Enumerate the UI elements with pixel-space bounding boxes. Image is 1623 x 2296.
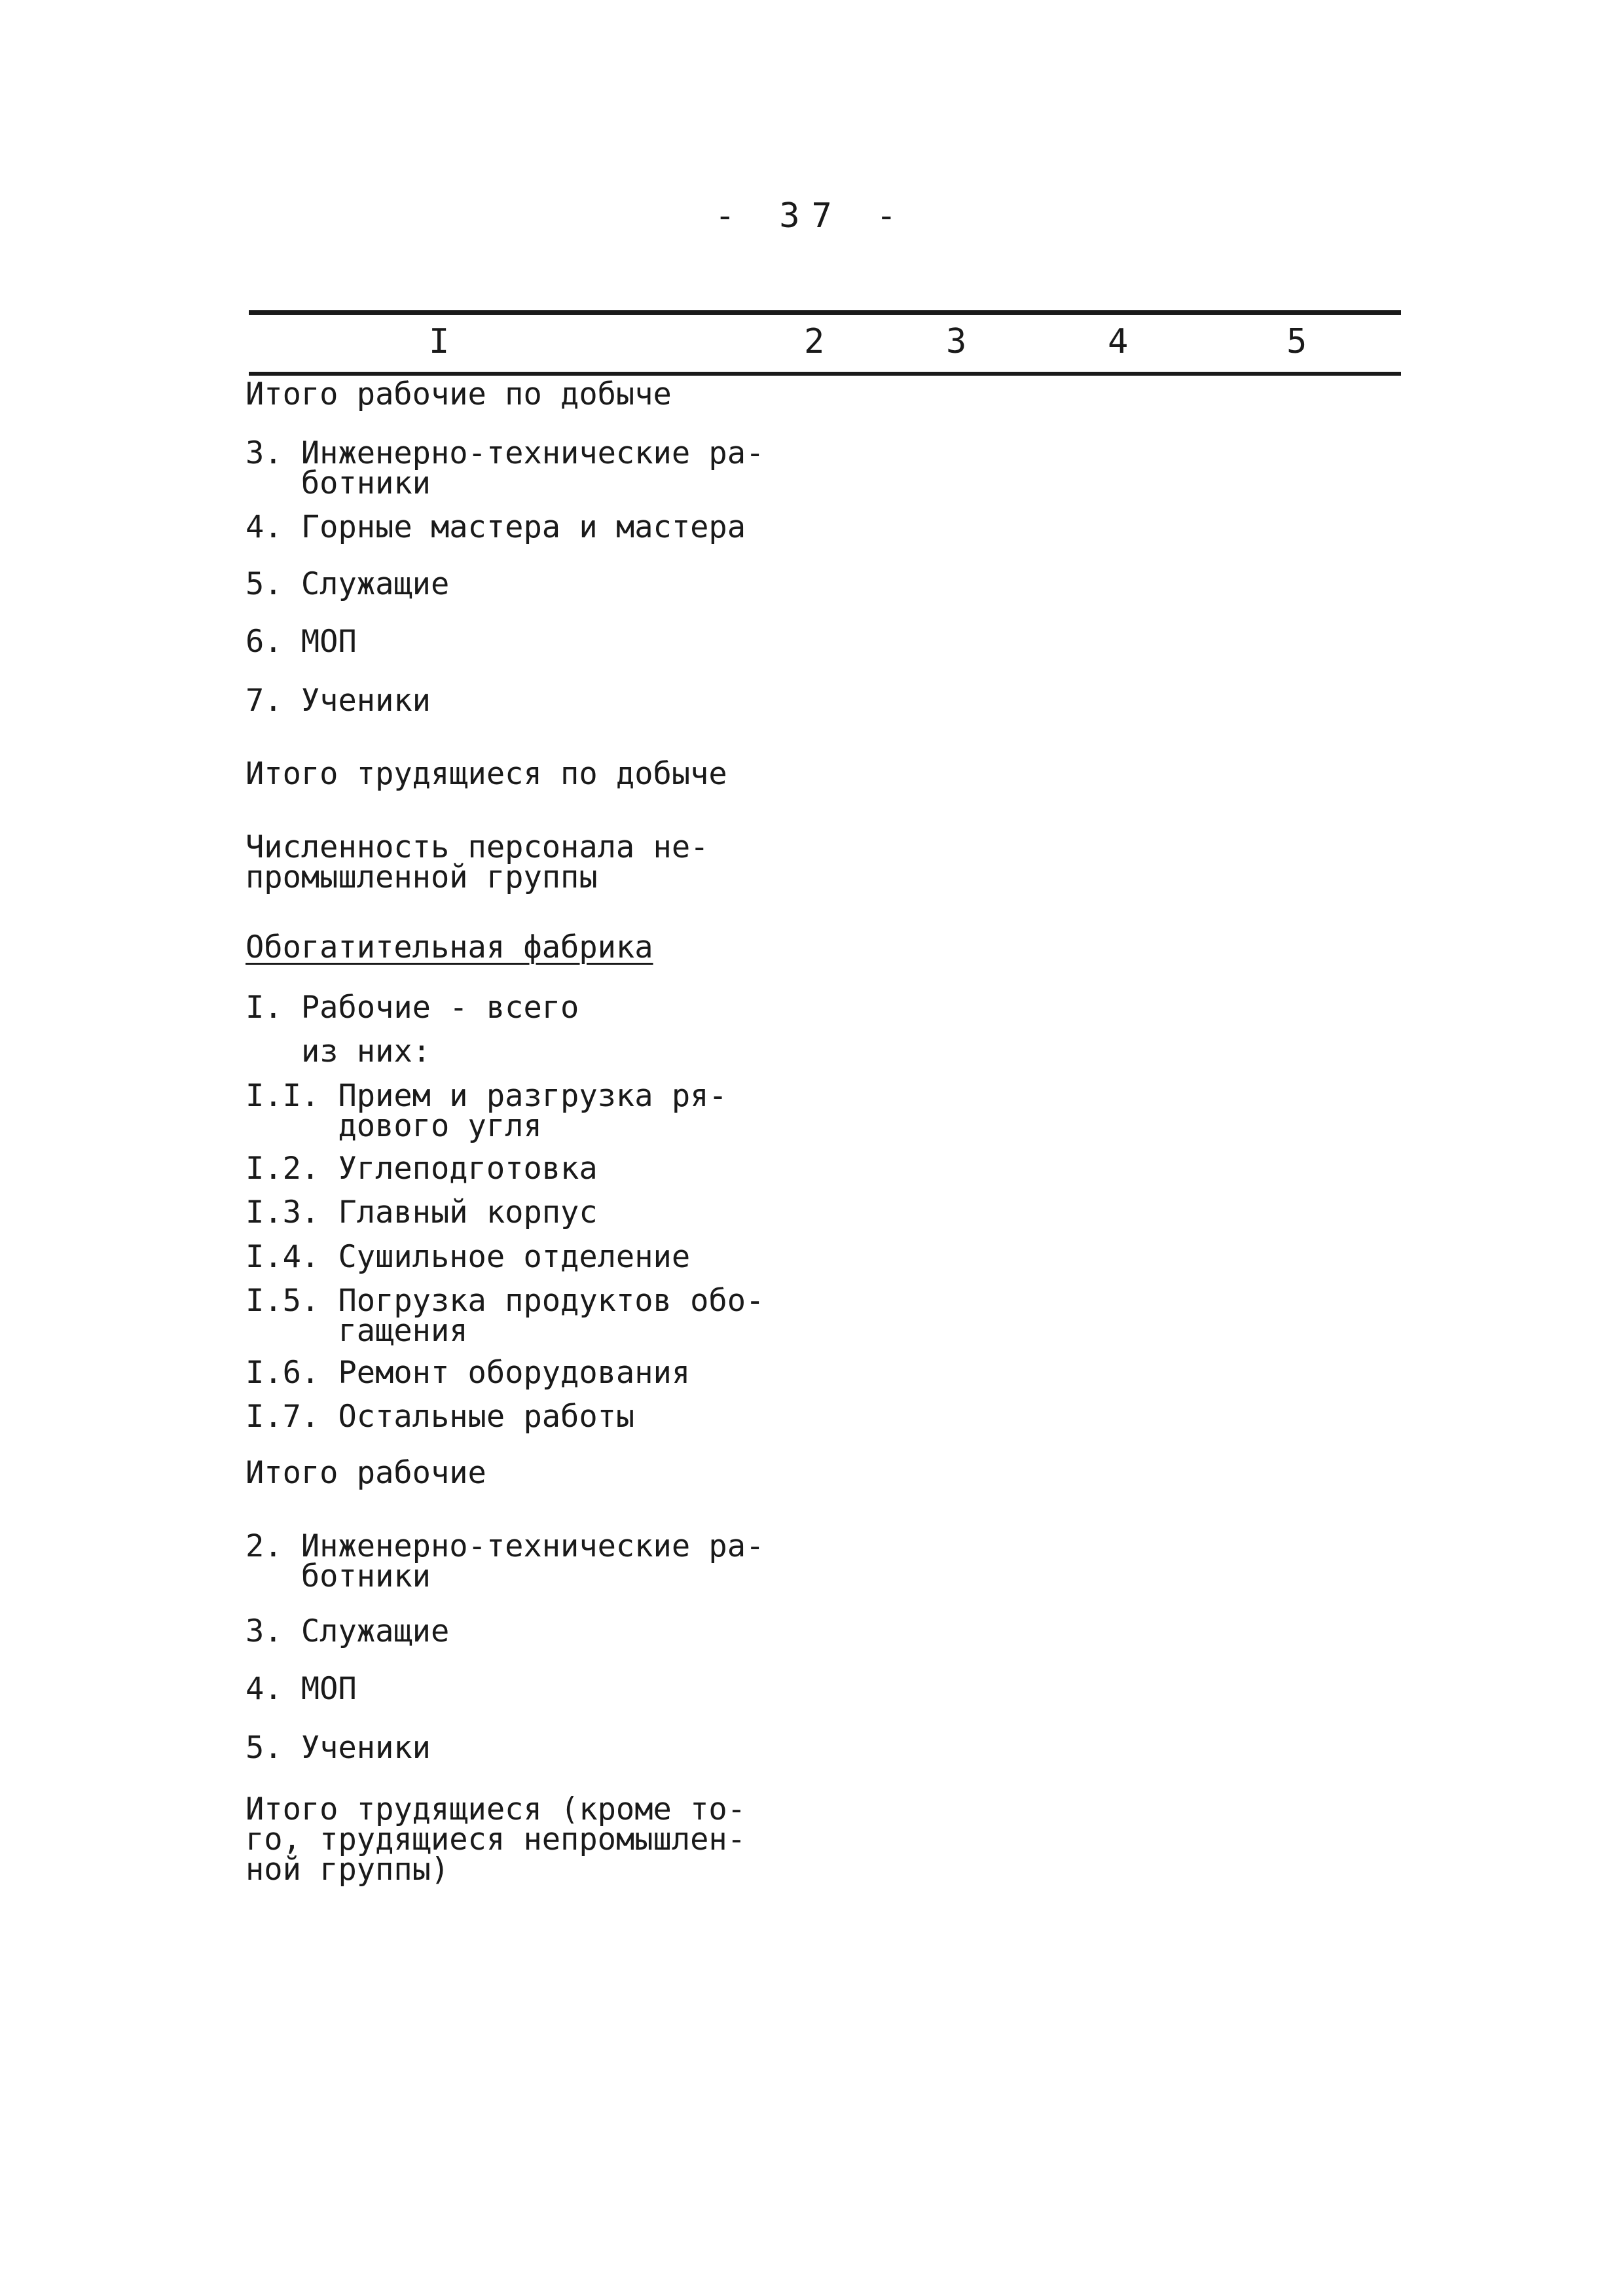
column-header-1: I	[429, 322, 450, 361]
row-main-building: I.3. Главный корпус	[246, 1194, 598, 1230]
table-header-rule	[249, 372, 1401, 376]
column-header-2: 2	[804, 322, 825, 361]
section-heading-processing-plant: Обогатительная фабрика	[246, 929, 653, 965]
row-total-workers-mining: Итого рабочие по добыче	[246, 376, 672, 412]
row-other-works: I.7. Остальные работы	[246, 1399, 635, 1435]
row-of-them: из них:	[301, 1033, 431, 1069]
row-apprentices-plant: 5. Ученики	[246, 1730, 431, 1766]
row-apprentices: 7. Ученики	[246, 683, 431, 719]
row-total-personnel-mining: Итого трудящиеся по добыче	[246, 756, 727, 792]
table-top-rule	[249, 310, 1401, 315]
row-equipment-repair: I.6. Ремонт оборудования	[246, 1355, 691, 1391]
row-nonindustrial-personnel: Численность персонала не- промышленной группы	[246, 829, 709, 895]
row-total-workers: Итого рабочие	[246, 1455, 486, 1491]
row-employees: 5. Служащие	[246, 566, 450, 602]
page-number: - 37 -	[714, 196, 909, 236]
row-workers-total: I. Рабочие - всего	[246, 990, 579, 1026]
row-drying-section: I.4. Сушильное отделение	[246, 1239, 691, 1275]
row-foremen: 4. Горные мастера и мастера	[246, 509, 746, 545]
row-engineering-staff: 3. Инженерно-технические ра- ботники	[246, 435, 765, 501]
row-employees-plant: 3. Служащие	[246, 1613, 450, 1649]
row-loading-products: I.5. Погрузка продуктов обо- гащения	[246, 1283, 765, 1349]
column-header-5: 5	[1286, 322, 1307, 361]
row-engineering-staff-plant: 2. Инженерно-технические ра- ботники	[246, 1528, 765, 1594]
column-header-4: 4	[1108, 322, 1129, 361]
row-service-staff-plant: 4. МОП	[246, 1671, 357, 1707]
row-coal-preparation: I.2. Углеподготовка	[246, 1151, 598, 1187]
row-coal-receiving: I.I. Прием и разгрузка ря- дового угля	[246, 1078, 727, 1144]
column-header-3: 3	[946, 322, 967, 361]
row-service-staff: 6. МОП	[246, 624, 357, 660]
row-total-personnel-plant: Итого трудящиеся (кроме то- го, трудящиеся непромышлен- ной группы)	[246, 1791, 746, 1888]
